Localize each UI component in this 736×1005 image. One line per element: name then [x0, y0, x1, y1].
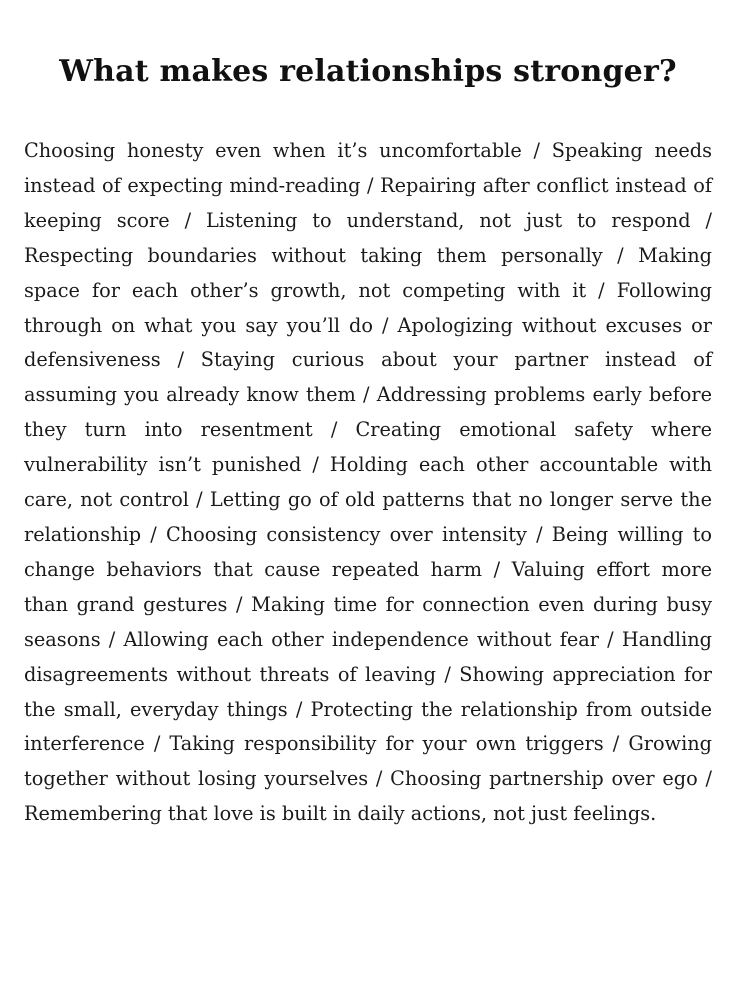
page-title: What makes relationships stronger?: [59, 54, 677, 89]
post-body-text: Choosing honesty even when it’s uncomfortable / Speaking needs instead of expecting mind-reading / Repairing after conflict instead of keeping score / Listening to understand, not just to respond / Respecting boundaries without taking them personally / Making space for each other’s growth, not competing with it / Following through on what you say you’ll do / Apologizing without excuses or defensiveness / Staying curious about your partner instead of assuming you already know them / Addressing problems early before they turn into resentment / Creating emotional safety where vulnerability isn’t punished / Holding each other accountable with care, not control / Letting go of old patterns that no longer serve the relationship / Choosing consistency over intensity / Being willing to change behaviors that cause repeated harm / Valuing effort more than grand gestures / Making time for connection even during busy seasons / Allowing each other independence without fear / Handling disagreements without threats of leaving / Showing appreciation for the small, everyday things / Protecting the relationship from outside interference / Taking responsibility for your own triggers / Growing together without losing yourselves / Choosing partnership over ego / Remembering that love is built in daily actions, not just feelings.: [24, 139, 712, 826]
